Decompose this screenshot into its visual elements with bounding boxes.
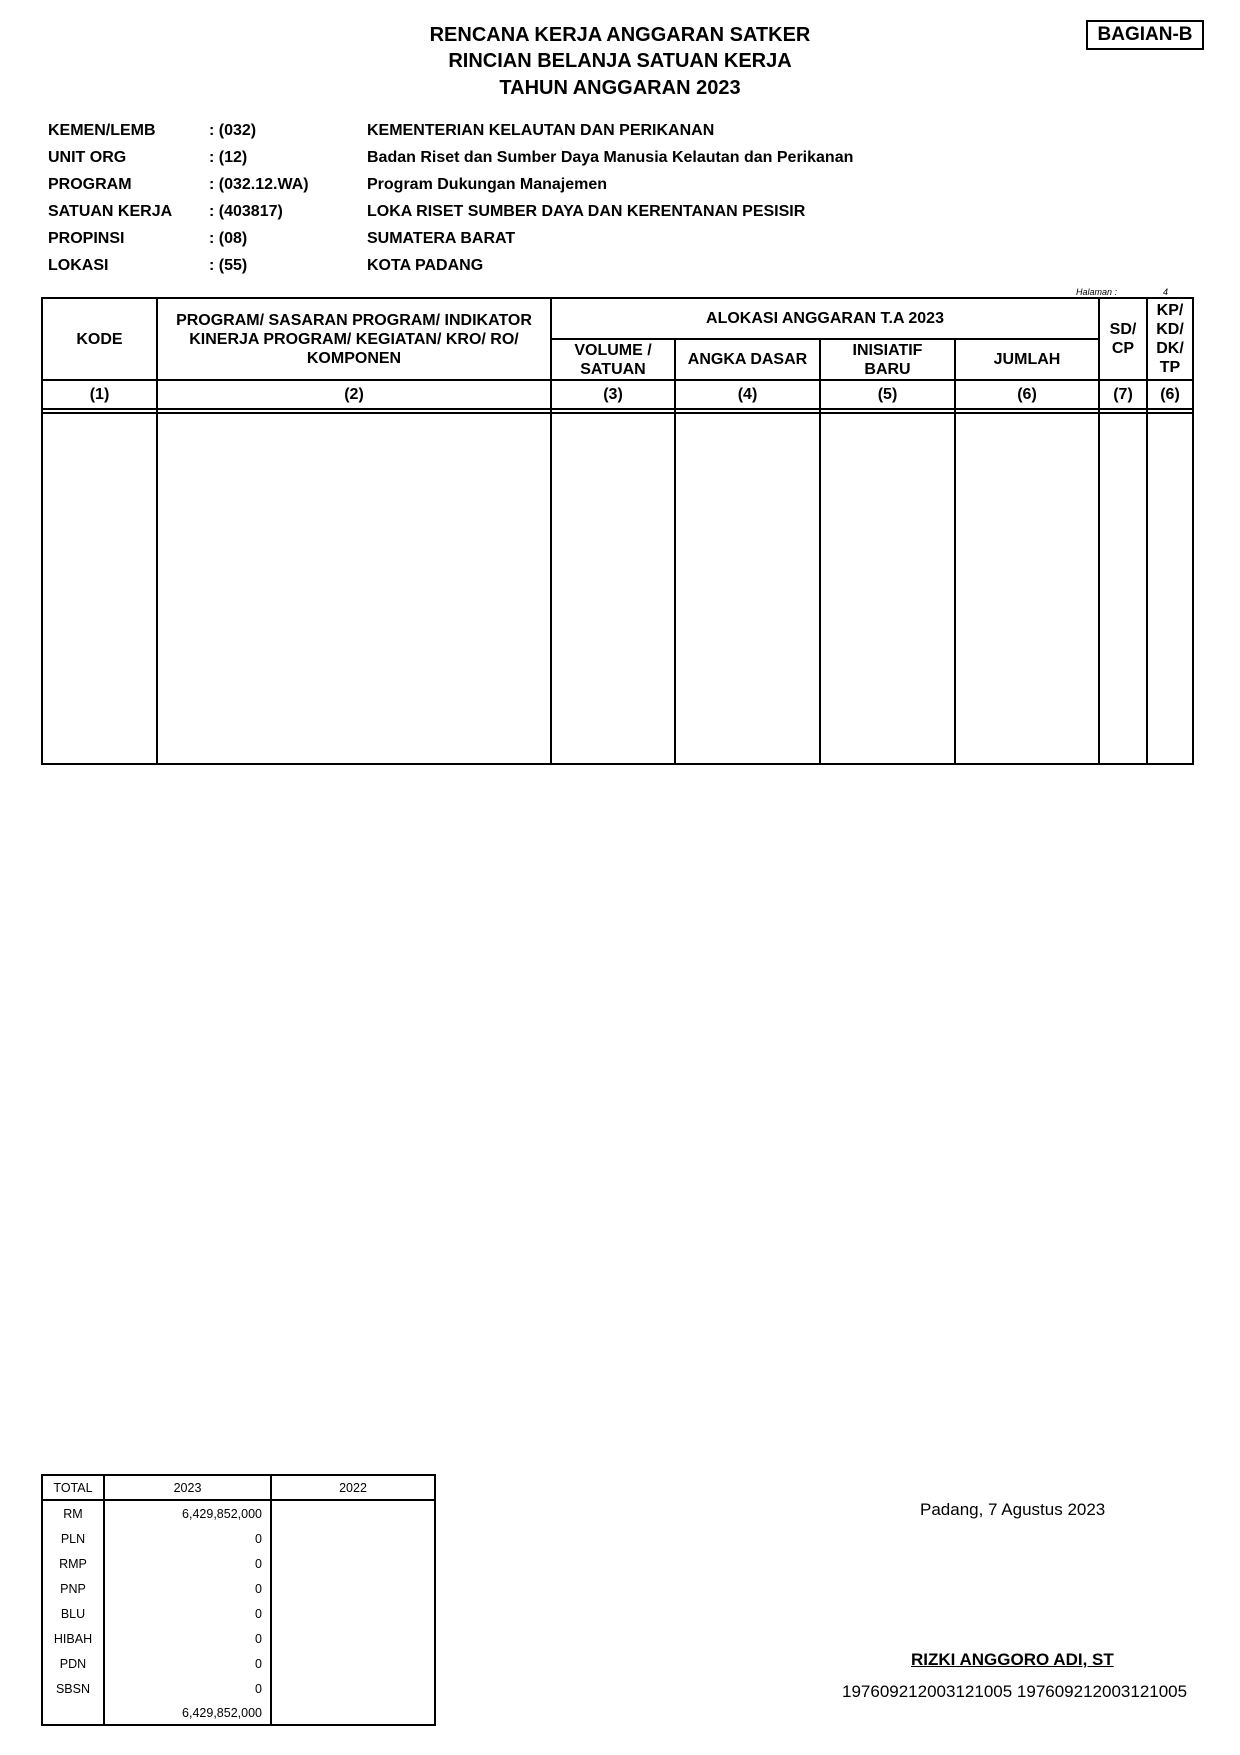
- header-alokasi: ALOKASI ANGGARAN T.A 2023: [706, 310, 944, 327]
- info-block: [48, 118, 1148, 280]
- col-number-4: (4): [737, 386, 758, 403]
- info-label: KEMEN/LEMB: [48, 122, 156, 139]
- signature-place-date: Padang, 7 Agustus 2023: [920, 1500, 1106, 1519]
- table-border-right: [1192, 297, 1194, 765]
- page-label: Halaman :: [1076, 287, 1118, 297]
- info-code: : (55): [209, 257, 248, 274]
- header-kode: KODE: [76, 330, 123, 348]
- info-label: LOKASI: [48, 257, 109, 274]
- info-value: Program Dukungan Manajemen: [367, 176, 608, 193]
- totals-header-total: TOTAL: [53, 1481, 93, 1495]
- header-volume-line1: VOLUME /: [574, 341, 652, 359]
- info-label: SATUAN KERJA: [48, 203, 173, 220]
- totals-table: [41, 1474, 436, 1726]
- info-row-propinsi: [48, 226, 1148, 253]
- info-value: LOKA RISET SUMBER DAYA DAN KERENTANAN PESISIR: [367, 203, 806, 220]
- header-inisiatif-baru: [821, 340, 954, 379]
- table-border-bottom: [41, 763, 1194, 765]
- signature-nip: 197609212003121005 197609212003121005: [842, 1682, 1188, 1701]
- totals-col-divider: [270, 1476, 272, 1724]
- col-number-8: (6): [1160, 386, 1180, 403]
- totals-label-pnp: PNP: [60, 1582, 86, 1596]
- info-code: : (032): [209, 122, 257, 139]
- totals-label-rmp: RMP: [59, 1557, 87, 1571]
- header-angka-dasar: ANGKA DASAR: [687, 351, 808, 368]
- header-sdcp: [1100, 299, 1146, 379]
- totals-label-sum: [43, 1701, 103, 1726]
- col-number-3: (3): [603, 386, 623, 403]
- totals-value-hibah: 0: [255, 1632, 262, 1646]
- totals-label-hibah: HIBAH: [53, 1632, 93, 1646]
- header-volume: [552, 340, 674, 379]
- totals-label-rm: RM: [63, 1507, 83, 1521]
- totals-value-pnp: 0: [255, 1582, 262, 1596]
- doc-title-line1: RENCANA KERJA ANGGARAN SATKER: [429, 24, 811, 46]
- totals-label-pln: PLN: [60, 1532, 86, 1546]
- info-code: : (032.12.WA): [209, 176, 309, 193]
- totals-label-pdn: PDN: [59, 1657, 87, 1671]
- header-kp-line2: KD/: [1156, 321, 1184, 338]
- header-inisiatif-line1: INISIATIF: [852, 341, 923, 359]
- info-code: : (403817): [209, 203, 283, 220]
- header-sdcp-line1: SD/: [1109, 321, 1137, 338]
- info-row-unit: [48, 145, 1148, 172]
- doc-title-line2: RINCIAN BELANJA SATUAN KERJA: [448, 50, 792, 72]
- page-number: 4: [1163, 287, 1169, 297]
- info-label: PROGRAM: [48, 176, 132, 193]
- info-label: PROPINSI: [48, 230, 125, 247]
- info-row-lokasi: [48, 253, 1148, 280]
- totals-value-pln: 0: [255, 1532, 262, 1546]
- col-number-5: (5): [877, 386, 898, 403]
- info-value: KEMENTERIAN KELAUTAN DAN PERIKANAN: [367, 122, 715, 139]
- doc-title-line3: TAHUN ANGGARAN 2023: [499, 77, 741, 99]
- header-kp-line1: KP/: [1156, 302, 1184, 319]
- header-kp-line4: TP: [1159, 359, 1181, 376]
- info-value: KOTA PADANG: [367, 257, 484, 274]
- totals-value-pdn: 0: [255, 1657, 262, 1671]
- header-jumlah: JUMLAH: [993, 351, 1061, 368]
- section-badge: BAGIAN-B: [1086, 20, 1204, 50]
- info-value: Badan Riset dan Sumber Daya Manusia Kelautan dan Perikanan: [367, 149, 854, 166]
- totals-label-blu: BLU: [60, 1607, 86, 1621]
- info-row-program: [48, 172, 1148, 199]
- info-row-satker: [48, 199, 1148, 226]
- info-code: : (12): [209, 149, 248, 166]
- totals-value-rm: 6,429,852,000: [182, 1507, 262, 1521]
- header-kp-line3: DK/: [1156, 340, 1184, 357]
- table-colnum-line: [41, 408, 1194, 410]
- signature-name: RIZKI ANGGORO ADI, ST: [911, 1650, 1114, 1669]
- col-number-6: (6): [1017, 386, 1037, 403]
- header-program: [158, 299, 550, 379]
- header-program-line2: KINERJA PROGRAM/ KEGIATAN/ KRO/ RO/: [189, 331, 519, 348]
- info-code: : (08): [209, 230, 248, 247]
- info-label: UNIT ORG: [48, 149, 127, 166]
- col-number-1: (1): [89, 386, 110, 403]
- header-program-line1: PROGRAM/ SASARAN PROGRAM/ INDIKATOR: [176, 312, 532, 329]
- totals-value-blu: 0: [255, 1607, 262, 1621]
- header-program-line3: KOMPONEN: [306, 350, 402, 367]
- totals-value-sbsn: 0: [255, 1682, 262, 1696]
- totals-header-2023: 2023: [173, 1481, 202, 1495]
- col-number-7: (7): [1113, 386, 1133, 403]
- info-value: SUMATERA BARAT: [367, 230, 516, 247]
- header-volume-line2: SATUAN: [580, 360, 646, 378]
- totals-value-sum: 6,429,852,000: [182, 1706, 262, 1720]
- info-row-kemen: [48, 118, 1148, 145]
- header-inisiatif-line2: BARU: [864, 360, 911, 378]
- header-kp-kd-dk-tp: [1148, 299, 1192, 379]
- totals-label-sbsn: SBSN: [55, 1682, 91, 1696]
- totals-header-2022: 2022: [339, 1481, 367, 1495]
- totals-value-rmp: 0: [255, 1557, 262, 1571]
- col-number-2: (2): [344, 386, 364, 403]
- table-colnum-line-double: [41, 412, 1194, 414]
- header-sdcp-line2: CP: [1111, 340, 1135, 357]
